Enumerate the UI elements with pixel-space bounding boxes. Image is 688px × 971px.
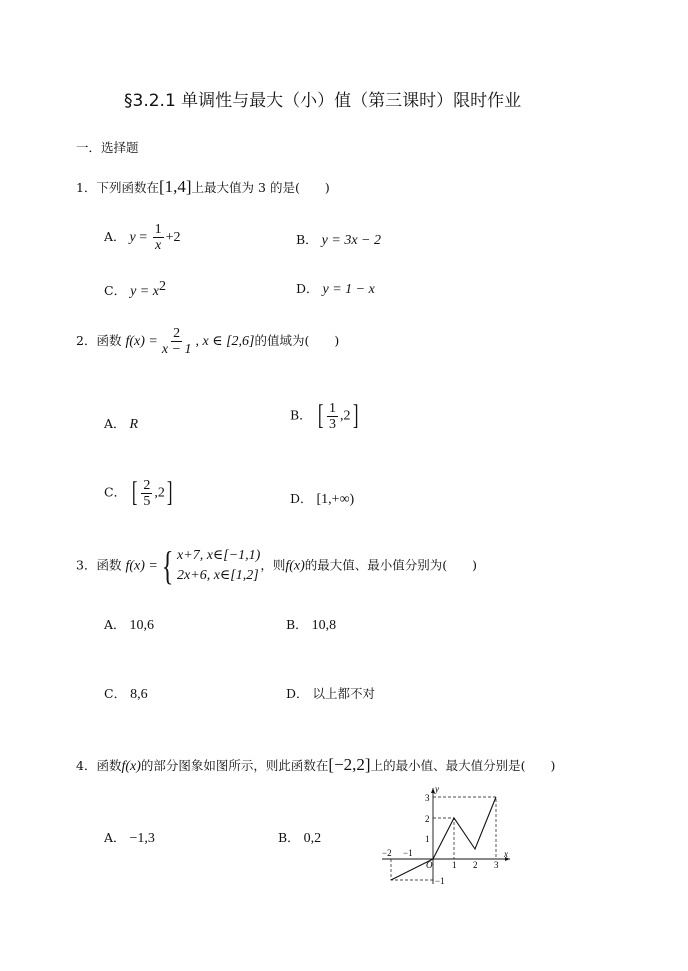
question-number: 2． [76, 333, 97, 348]
guide-max [433, 797, 496, 859]
option-3d[interactable]: D． 以上都不对 [286, 686, 376, 701]
x-tick-label: 3 [494, 860, 499, 870]
piecewise-cases: x+7, x∈[−1,1) 2x+6, x∈[1,2] [177, 548, 261, 583]
function-curve [391, 797, 496, 880]
x-tick-label: −2 [382, 848, 392, 858]
page-title: §3.2.1 单调性与最大（小）值（第三课时）限时作业 [124, 91, 522, 111]
question-stem: 函数 [96, 333, 122, 348]
x-tick-label: −1 [403, 848, 413, 858]
y-tick-label: 2 [425, 814, 430, 824]
question-stem: 的值域为( ) [254, 333, 340, 348]
fraction: $\frac{2}{5}$ [143, 477, 151, 509]
option-2d[interactable]: D． [1,+∞) [290, 491, 355, 507]
question-stem: 函数 [96, 758, 122, 773]
section-heading: 一．选择题 [76, 140, 139, 155]
question-stem: 函数 [96, 557, 122, 573]
brace: { [161, 543, 174, 588]
option-3a[interactable]: A． 10,6 [104, 617, 155, 633]
x-tick-label: 1 [452, 860, 457, 870]
option-1b[interactable]: B． y = 3x − 2 [296, 232, 381, 248]
y-axis-label: y [435, 784, 439, 794]
question-stem: 下列函数在 [96, 180, 159, 195]
option-1c[interactable]: C． $y = x^2$ [104, 279, 166, 300]
interval: [1,4] [158, 177, 192, 196]
fraction: $\frac{1}{x}$ [154, 222, 162, 253]
function-graph [376, 784, 516, 890]
question-number: 1． [76, 180, 97, 195]
question-4: 4．函数f(x)的部分图象如图所示，则此函数在[−2,2]上的最小值、最大值分别是( ) [76, 755, 556, 774]
y-tick-label: 1 [425, 834, 430, 844]
option-1a[interactable]: A． y = $\frac{1}{x}$ +2 [104, 222, 181, 253]
x-axis-label: x [504, 849, 508, 859]
x-tick-label: 2 [473, 860, 478, 870]
question-2: 2．函数 f(x) = $\frac{2}{x - 1}$ , x ∈ [2,6]的值域为( ) [76, 326, 340, 357]
fraction: $\frac{1}{3}$ [329, 400, 336, 432]
option-2a[interactable]: A． R [104, 416, 139, 432]
question-number: 3． [76, 557, 97, 573]
option-4a[interactable]: A． −1,3 [104, 830, 155, 846]
question-stem: 上最大值为 3 的是( ) [191, 180, 330, 195]
fraction: $\frac{2}{x - 1}$ [161, 326, 192, 357]
y-tick-label: 3 [425, 793, 430, 803]
origin-label: O [426, 860, 433, 870]
question-number: 4． [76, 758, 97, 773]
question-3: 3．函数 f(x) ={ x+7, x∈[−1,1) 2x+6, x∈[1,2] ，则f(x)的最大值、最小值分别为( ) [76, 543, 478, 588]
option-3b[interactable]: B． 10,8 [286, 617, 337, 633]
option-2b[interactable]: B． [ $\frac{1}{3}$ ,2] [290, 400, 358, 432]
question-1 [76, 178, 330, 197]
option-1d[interactable]: D． y = 1 − x [296, 281, 375, 297]
y-tick-label: −1 [435, 876, 445, 886]
option-2c[interactable]: C． [ $\frac{2}{5}$ ,2] [104, 477, 173, 509]
option-4b[interactable]: B． 0,2 [278, 830, 322, 846]
option-3c[interactable]: C． 8,6 [104, 686, 148, 702]
